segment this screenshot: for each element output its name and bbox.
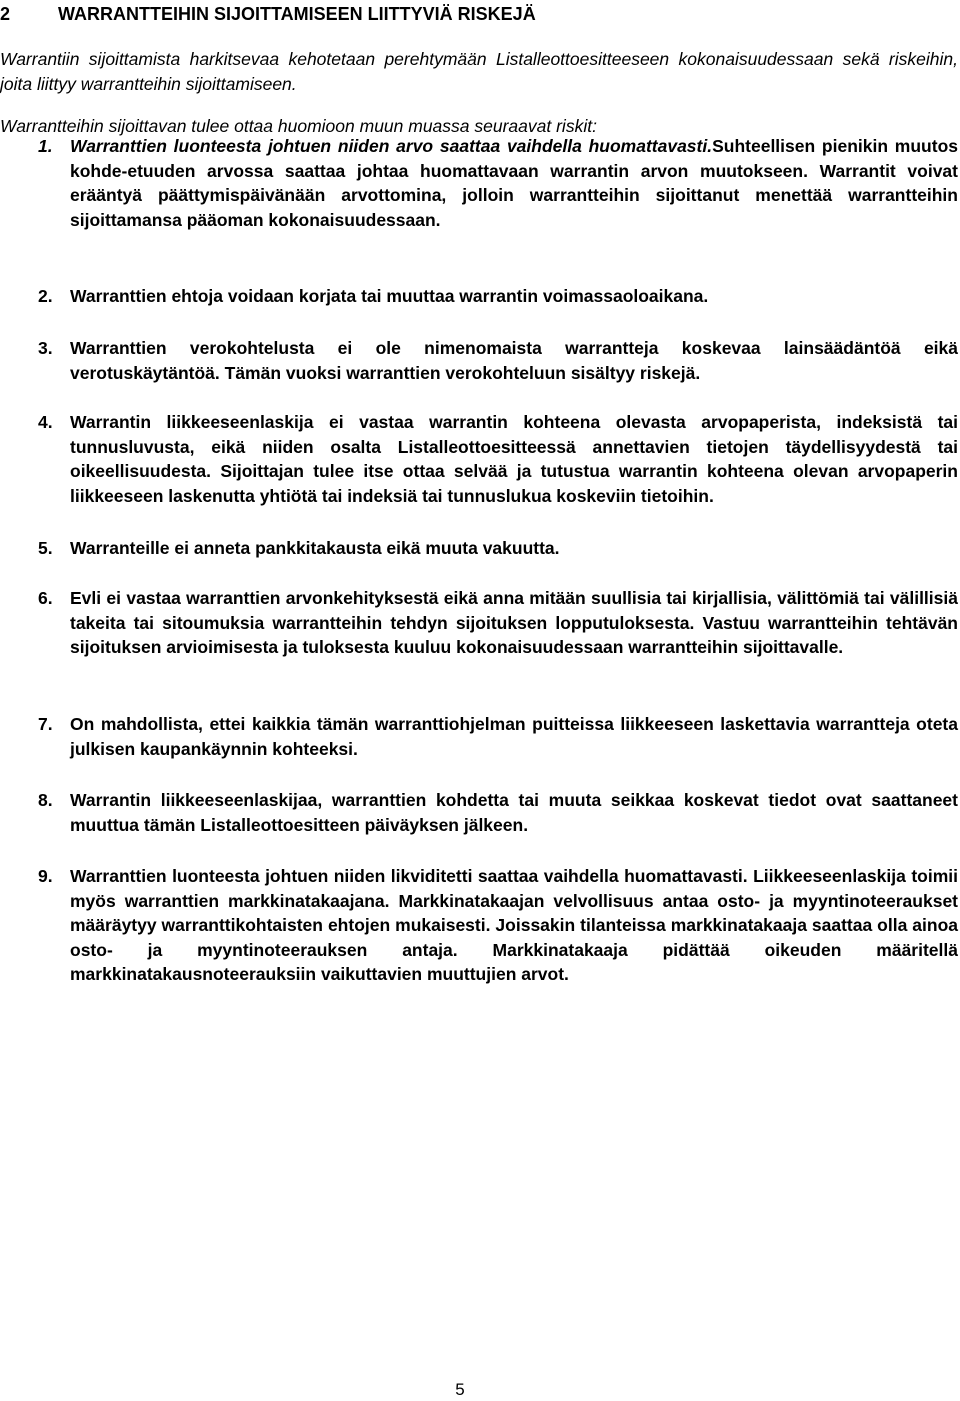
section-heading (0, 2, 536, 26)
intro-risks-lead: Warrantteihin sijoittavan tulee ottaa huomioon muun muassa seuraavat riskit: (0, 116, 597, 136)
risk-number: 1. (38, 136, 53, 156)
risk-item-2 (0, 284, 958, 309)
risk-text: On mahdollista, ettei kaikkia tämän warranttiohjelman puitteissa liikkeeseen laskettavia warrantteja oteta julkisen kaupankäynnin kohteeksi. (70, 714, 958, 759)
risk-number: 4. (38, 412, 53, 432)
risk-text: Warrantin liikkeeseenlaskijaa, warranttien kohdetta tai muuta seikkaa koskevat tiedot ovat saattaneet muuttua tämän Listalleottoesitteen päiväyksen jälkeen. (70, 790, 958, 835)
risk-item-1 (0, 134, 958, 232)
risk-number: 8. (38, 790, 53, 810)
risk-item-9 (0, 864, 958, 987)
section-title: WARRANTTEIHIN SIJOITTAMISEEN LIITTYVIÄ RISKEJÄ (58, 4, 536, 24)
risk-number: 5. (38, 538, 53, 558)
risk-text: Warranttien verokohtelusta ei ole nimenomaista warrantteja koskevaa lainsäädäntöä eikä verotuskäytäntöä. Tämän vuoksi warranttien verokohteluun sisältyy riskejä. (70, 338, 958, 383)
page-number: 5 (455, 1380, 465, 1399)
risk-item-5 (0, 536, 958, 561)
risk-lead-text: Warranttien luonteesta johtuen niiden arvo saattaa vaihdella huomattavasti. (70, 136, 713, 156)
risk-item-6 (0, 586, 958, 660)
risk-item-8 (0, 788, 958, 837)
risk-text: Warranttien ehtoja voidaan korjata tai muuttaa warrantin voimassaoloaikana. (70, 286, 709, 306)
risk-text: Suhteellisen pienikin muutos kohde-etuuden arvossa saattaa johtaa huomattavaan warrantin arvon muutokseen. Warrantit voivat erääntyä päättymispäivänään arvottomina, jolloin warrantteihin sijoittanut menettää warrantteihin sijoittamansa pääoman kokonaisuudessaan. (70, 136, 958, 230)
risk-item-4 (0, 410, 958, 508)
risk-text: Warranteille ei anneta pankkitakausta eikä muuta vakuutta. (70, 538, 560, 558)
risk-number: 6. (38, 588, 53, 608)
section-number: 2 (0, 4, 11, 24)
risk-item-3 (0, 336, 958, 385)
intro-paragraph: Warrantiin sijoittamista harkitsevaa kehotetaan perehtymään Listalleottoesitteeseen kokonaisuudessaan sekä riskeihin, joita liittyy warrantteihin sijoittamiseen. (0, 49, 958, 94)
risk-text: Warranttien luonteesta johtuen niiden likviditetti saattaa vaihdella huomattavasti. Liikkeeseenlaskija toimii myös warranttien markkinatakaajana. Markkinatakaajan velvollisuus antaa osto- ja myyntinoteeraukset määräytyy warranttikohtaisten ehtojen mukaisesti. Joissakin tilanteissa markkinatakaaja saattaa olla ainoa osto- ja myyntinoteerauksen antaja. Markkinatakaaja pidättää oikeuden määritellä markkinatakausnoteerauksiin vaikuttavien muuttujien arvot. (70, 866, 958, 985)
risk-number: 7. (38, 714, 53, 734)
risk-text: Evli ei vastaa warranttien arvonkehityksestä eikä anna mitään suullisia tai kirjallisia, välittömiä tai välillisiä takeita tai sitoumuksia warrantteihin tehdyn sijoituksen lopputuloksesta. Vastuu warrantteihin tehtävän sijoituksen arvioimisesta ja tuloksesta kuuluu kokonaisuudessaan warrantteihin sijoittavalle. (70, 588, 958, 658)
risk-text: Warrantin liikkeeseenlaskija ei vastaa warrantin kohteena olevasta arvopaperista, indeksistä tai tunnusluvusta, eikä niiden osalta Listalleottoesitteessä annettavien tietojen täydellisyydestä tai oikeellisuudesta. Sijoittajan tulee itse ottaa selvää ja tutustua warrantin kohteena olevan arvopaperin liikkeeseen laskenutta yhtiötä tai indeksiä tai tunnuslukua koskeviin tietoihin. (70, 412, 958, 506)
risk-number: 9. (38, 866, 53, 886)
risk-number: 3. (38, 338, 53, 358)
risk-item-7 (0, 712, 958, 761)
risk-number: 2. (38, 286, 53, 306)
